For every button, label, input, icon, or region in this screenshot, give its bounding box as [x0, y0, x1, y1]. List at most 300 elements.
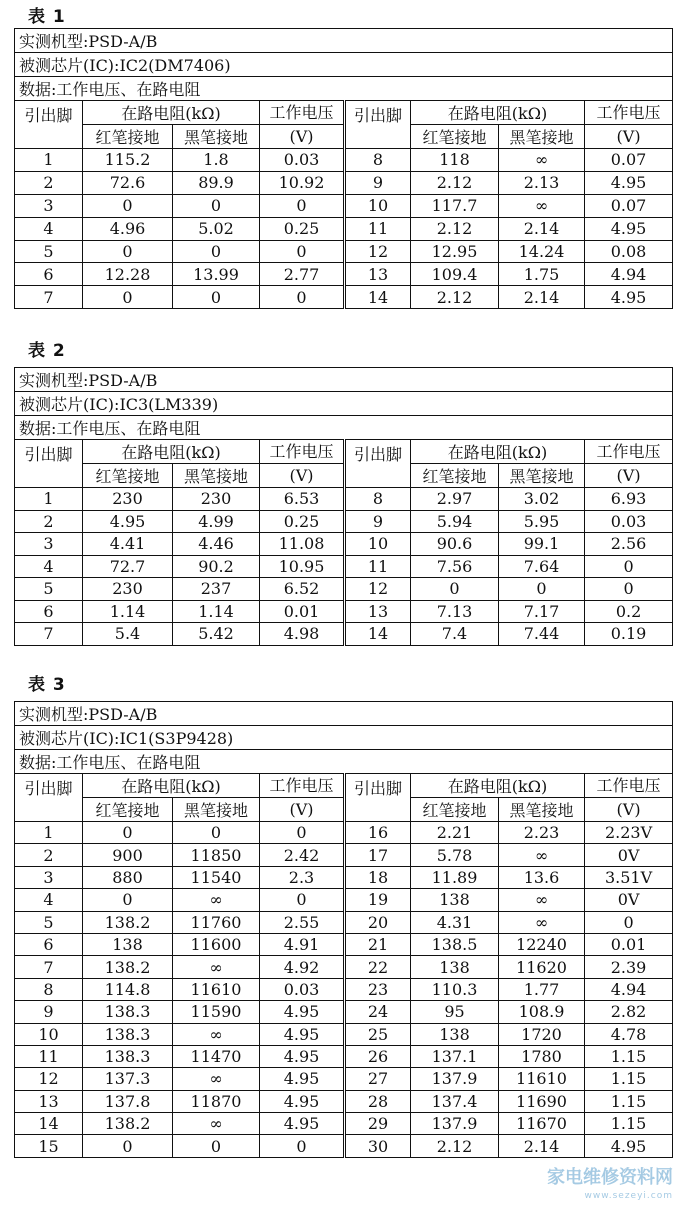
- red-ground-value: 4.95: [83, 510, 173, 533]
- chip-row: [15, 726, 673, 750]
- red-ground-value: 115.2: [83, 149, 173, 172]
- table-row: [15, 600, 673, 623]
- red-ground-value: 230: [83, 578, 173, 601]
- watermark-sub: www.sezeyi.com: [584, 1191, 673, 1201]
- red-ground-value: 4.96: [83, 217, 173, 240]
- pin-number: 5: [15, 240, 83, 263]
- black-ground-value: 1.8: [173, 149, 260, 172]
- pin-number: 6: [15, 263, 83, 286]
- voltage-value: 0.2: [585, 600, 673, 623]
- table-row: [15, 488, 673, 511]
- black-ground-value: 5.42: [173, 623, 260, 646]
- voltage-value: 2.77: [260, 263, 345, 286]
- model-row: [15, 702, 673, 726]
- table-row: [15, 956, 673, 978]
- red-ground-value: 138.5: [411, 933, 499, 955]
- table-row: [15, 978, 673, 1000]
- pin-number: 29: [345, 1113, 411, 1135]
- pin-number: 3: [15, 866, 83, 888]
- table-row: [15, 263, 673, 286]
- red-ground-value: 880: [83, 866, 173, 888]
- table-row: [15, 1023, 673, 1045]
- black-ground-value: 1.75: [499, 263, 585, 286]
- red-ground-value: 2.12: [411, 217, 499, 240]
- table-row: [15, 822, 673, 844]
- pin-number: 25: [345, 1023, 411, 1045]
- pin-number: 30: [345, 1135, 411, 1157]
- pin-number: 14: [15, 1113, 83, 1135]
- black-ground-value: ∞: [499, 149, 585, 172]
- voltage-value: 4.78: [585, 1023, 673, 1045]
- pin-number: 10: [345, 533, 411, 556]
- black-ground-value: 0: [173, 1135, 260, 1157]
- voltage-value: 0: [585, 911, 673, 933]
- voltage-value: 2.56: [585, 533, 673, 556]
- voltage-value: 4.95: [260, 1090, 345, 1112]
- pin-number: 2: [15, 171, 83, 194]
- voltage-value: 0.03: [260, 149, 345, 172]
- red-ground-value: 95: [411, 1001, 499, 1023]
- pin-number: 9: [345, 510, 411, 533]
- pin-number: 4: [15, 889, 83, 911]
- table-row: [15, 866, 673, 888]
- black-ground-value: 14.24: [499, 240, 585, 263]
- header-row: [15, 440, 673, 464]
- chip-row: [15, 392, 673, 416]
- table-row: [15, 1113, 673, 1135]
- black-ground-value: 90.2: [173, 555, 260, 578]
- table-row: [15, 555, 673, 578]
- chip-row-text: 被测芯片(IC):IC1(S3P9428): [15, 726, 673, 750]
- black-ground-value: 89.9: [173, 171, 260, 194]
- black-ground-value: 12240: [499, 933, 585, 955]
- black-ground-value: 11540: [173, 866, 260, 888]
- voltage-value: 0.07: [585, 149, 673, 172]
- red-ground-value: 110.3: [411, 978, 499, 1000]
- table-row: [15, 1135, 673, 1157]
- voltage-value: 3.51V: [585, 866, 673, 888]
- voltage-value: 2.3: [260, 866, 345, 888]
- table-row: [15, 217, 673, 240]
- header-pin: 引出脚: [345, 774, 411, 822]
- header-black-ground: 黑笔接地: [499, 464, 585, 488]
- voltage-value: 1.15: [585, 1045, 673, 1067]
- voltage-value: 4.95: [260, 1023, 345, 1045]
- black-ground-value: 0: [173, 286, 260, 309]
- voltage-value: 1.15: [585, 1113, 673, 1135]
- red-ground-value: 137.3: [83, 1068, 173, 1090]
- header-voltage: 工作电压: [260, 101, 345, 125]
- black-ground-value: 11620: [499, 956, 585, 978]
- header-volt-unit: (V): [585, 125, 673, 149]
- pin-number: 13: [15, 1090, 83, 1112]
- header-resistance: 在路电阻(kΩ): [411, 440, 585, 464]
- table-row: [15, 510, 673, 533]
- header-volt-unit: (V): [585, 464, 673, 488]
- pin-number: 2: [15, 510, 83, 533]
- red-ground-value: 0: [83, 822, 173, 844]
- black-ground-value: 0: [173, 822, 260, 844]
- header-black-ground: 黑笔接地: [173, 798, 260, 822]
- pin-number: 24: [345, 1001, 411, 1023]
- black-ground-value: 11610: [173, 978, 260, 1000]
- voltage-value: 0V: [585, 889, 673, 911]
- red-ground-value: 2.12: [411, 286, 499, 309]
- table-row: [15, 240, 673, 263]
- red-ground-value: 5.94: [411, 510, 499, 533]
- voltage-value: 2.82: [585, 1001, 673, 1023]
- red-ground-value: 5.78: [411, 844, 499, 866]
- red-ground-value: 138: [411, 1023, 499, 1045]
- chip-row-text: 被测芯片(IC):IC3(LM339): [15, 392, 673, 416]
- header-pin: 引出脚: [15, 440, 83, 488]
- voltage-value: 1.15: [585, 1090, 673, 1112]
- voltage-value: 4.95: [260, 1045, 345, 1067]
- red-ground-value: 7.4: [411, 623, 499, 646]
- pin-number: 19: [345, 889, 411, 911]
- table-row: [15, 623, 673, 646]
- pin-number: 7: [15, 956, 83, 978]
- red-ground-value: 4.41: [83, 533, 173, 556]
- black-ground-value: 7.44: [499, 623, 585, 646]
- red-ground-value: 0: [83, 286, 173, 309]
- pin-number: 22: [345, 956, 411, 978]
- pin-data-table: [14, 28, 673, 309]
- voltage-value: 0.03: [260, 978, 345, 1000]
- pin-number: 8: [15, 978, 83, 1000]
- header-voltage: 工作电压: [585, 774, 673, 798]
- header-voltage: 工作电压: [260, 440, 345, 464]
- black-ground-value: 1.14: [173, 600, 260, 623]
- red-ground-value: 138: [411, 956, 499, 978]
- black-ground-value: 11670: [499, 1113, 585, 1135]
- header-red-ground: 红笔接地: [411, 464, 499, 488]
- table-row: [15, 1090, 673, 1112]
- black-ground-value: 4.99: [173, 510, 260, 533]
- black-ground-value: 5.95: [499, 510, 585, 533]
- table-row: [15, 1045, 673, 1067]
- pin-number: 7: [15, 623, 83, 646]
- black-ground-value: 1720: [499, 1023, 585, 1045]
- black-ground-value: 11850: [173, 844, 260, 866]
- watermark-main: 家电维修资料网: [547, 1167, 673, 1188]
- pin-number: 1: [15, 822, 83, 844]
- pin-number: 12: [15, 1068, 83, 1090]
- header-pin: 引出脚: [345, 101, 411, 149]
- voltage-value: 10.92: [260, 171, 345, 194]
- black-ground-value: 0: [173, 194, 260, 217]
- red-ground-value: 138.2: [83, 1113, 173, 1135]
- header-row: [15, 774, 673, 798]
- pin-number: 11: [15, 1045, 83, 1067]
- black-ground-value: ∞: [173, 1068, 260, 1090]
- header-resistance: 在路电阻(kΩ): [411, 101, 585, 125]
- voltage-value: 0: [260, 240, 345, 263]
- voltage-value: 2.55: [260, 911, 345, 933]
- red-ground-value: 138.2: [83, 911, 173, 933]
- voltage-value: 0: [260, 194, 345, 217]
- black-ground-value: ∞: [173, 1113, 260, 1135]
- black-ground-value: 108.9: [499, 1001, 585, 1023]
- pin-number: 4: [15, 217, 83, 240]
- pin-number: 3: [15, 194, 83, 217]
- pin-number: 8: [345, 149, 411, 172]
- voltage-value: 0.08: [585, 240, 673, 263]
- black-ground-value: 1780: [499, 1045, 585, 1067]
- black-ground-value: ∞: [499, 889, 585, 911]
- table-row: [15, 533, 673, 556]
- header-pin: 引出脚: [345, 440, 411, 488]
- black-ground-value: ∞: [499, 844, 585, 866]
- red-ground-value: 12.28: [83, 263, 173, 286]
- red-ground-value: 0: [83, 240, 173, 263]
- table-row: [15, 844, 673, 866]
- pin-number: 1: [15, 488, 83, 511]
- pin-number: 26: [345, 1045, 411, 1067]
- chip-row: [15, 53, 673, 77]
- red-ground-value: 7.13: [411, 600, 499, 623]
- red-ground-value: 118: [411, 149, 499, 172]
- pin-number: 15: [15, 1135, 83, 1157]
- table-row: [15, 194, 673, 217]
- red-ground-value: 11.89: [411, 866, 499, 888]
- pin-number: 5: [15, 578, 83, 601]
- voltage-value: 10.95: [260, 555, 345, 578]
- pin-number: 7: [15, 286, 83, 309]
- red-ground-value: 137.9: [411, 1068, 499, 1090]
- pin-number: 28: [345, 1090, 411, 1112]
- black-ground-value: 0: [499, 578, 585, 601]
- red-ground-value: 138.3: [83, 1023, 173, 1045]
- voltage-value: 0.25: [260, 217, 345, 240]
- voltage-value: 0.01: [260, 600, 345, 623]
- black-ground-value: ∞: [173, 956, 260, 978]
- voltage-value: 2.39: [585, 956, 673, 978]
- pin-number: 8: [345, 488, 411, 511]
- black-ground-value: ∞: [173, 1023, 260, 1045]
- table-row: [15, 171, 673, 194]
- pin-number: 20: [345, 911, 411, 933]
- model-row-text: 实测机型:PSD-A/B: [15, 702, 673, 726]
- black-ground-value: 2.13: [499, 171, 585, 194]
- red-ground-value: 2.97: [411, 488, 499, 511]
- model-row: [15, 368, 673, 392]
- header-black-ground: 黑笔接地: [173, 125, 260, 149]
- red-ground-value: 2.12: [411, 1135, 499, 1157]
- pin-number: 11: [345, 555, 411, 578]
- header-black-ground: 黑笔接地: [499, 798, 585, 822]
- header-pin: 引出脚: [15, 774, 83, 822]
- pin-number: 21: [345, 933, 411, 955]
- header-red-ground: 红笔接地: [411, 125, 499, 149]
- black-ground-value: 11590: [173, 1001, 260, 1023]
- pin-number: 10: [15, 1023, 83, 1045]
- subheader-row: [15, 464, 673, 488]
- voltage-value: 4.95: [585, 171, 673, 194]
- header-resistance: 在路电阻(kΩ): [83, 774, 260, 798]
- red-ground-value: 5.4: [83, 623, 173, 646]
- red-ground-value: 0: [83, 194, 173, 217]
- datatype-row: [15, 750, 673, 774]
- red-ground-value: 138: [83, 933, 173, 955]
- voltage-value: 6.53: [260, 488, 345, 511]
- datatype-row: [15, 416, 673, 440]
- pin-data-table: [14, 701, 673, 1158]
- red-ground-value: 138.2: [83, 956, 173, 978]
- black-ground-value: ∞: [499, 911, 585, 933]
- black-ground-value: 11760: [173, 911, 260, 933]
- voltage-value: 4.95: [585, 1135, 673, 1157]
- voltage-value: 4.95: [260, 1001, 345, 1023]
- table-row: [15, 933, 673, 955]
- table-row: [15, 1001, 673, 1023]
- red-ground-value: 72.6: [83, 171, 173, 194]
- red-ground-value: 12.95: [411, 240, 499, 263]
- table-row: [15, 889, 673, 911]
- voltage-value: 1.15: [585, 1068, 673, 1090]
- black-ground-value: 5.02: [173, 217, 260, 240]
- black-ground-value: 11610: [499, 1068, 585, 1090]
- header-voltage: 工作电压: [260, 774, 345, 798]
- voltage-value: 0: [260, 889, 345, 911]
- pin-data-table: [14, 367, 673, 646]
- black-ground-value: 230: [173, 488, 260, 511]
- table-row: [15, 149, 673, 172]
- subheader-row: [15, 125, 673, 149]
- black-ground-value: 4.46: [173, 533, 260, 556]
- table-row: [15, 911, 673, 933]
- header-black-ground: 黑笔接地: [499, 125, 585, 149]
- red-ground-value: 109.4: [411, 263, 499, 286]
- header-resistance: 在路电阻(kΩ): [83, 440, 260, 464]
- red-ground-value: 137.9: [411, 1113, 499, 1135]
- voltage-value: 0: [260, 286, 345, 309]
- black-ground-value: 7.17: [499, 600, 585, 623]
- voltage-value: 0: [260, 1135, 345, 1157]
- black-ground-value: ∞: [499, 194, 585, 217]
- black-ground-value: 11600: [173, 933, 260, 955]
- red-ground-value: 230: [83, 488, 173, 511]
- pin-number: 9: [15, 1001, 83, 1023]
- voltage-value: 4.98: [260, 623, 345, 646]
- voltage-value: 0.01: [585, 933, 673, 955]
- red-ground-value: 90.6: [411, 533, 499, 556]
- voltage-value: 0V: [585, 844, 673, 866]
- pin-number: 12: [345, 240, 411, 263]
- voltage-value: 4.95: [260, 1113, 345, 1135]
- black-ground-value: 11470: [173, 1045, 260, 1067]
- pin-number: 11: [345, 217, 411, 240]
- red-ground-value: 138.3: [83, 1001, 173, 1023]
- red-ground-value: 138.3: [83, 1045, 173, 1067]
- black-ground-value: 13.99: [173, 263, 260, 286]
- pin-number: 14: [345, 623, 411, 646]
- pin-number: 27: [345, 1068, 411, 1090]
- red-ground-value: 2.12: [411, 171, 499, 194]
- red-ground-value: 117.7: [411, 194, 499, 217]
- datatype-row-text: 数据:工作电压、在路电阻: [15, 416, 673, 440]
- header-volt-unit: (V): [260, 798, 345, 822]
- black-ground-value: 2.14: [499, 286, 585, 309]
- table-caption: 表 2: [28, 341, 66, 361]
- red-ground-value: 137.4: [411, 1090, 499, 1112]
- black-ground-value: 99.1: [499, 533, 585, 556]
- header-volt-unit: (V): [260, 125, 345, 149]
- red-ground-value: 1.14: [83, 600, 173, 623]
- voltage-value: 4.91: [260, 933, 345, 955]
- voltage-value: 2.42: [260, 844, 345, 866]
- watermark: [547, 1169, 673, 1205]
- chip-row-text: 被测芯片(IC):IC2(DM7406): [15, 53, 673, 77]
- red-ground-value: 138: [411, 889, 499, 911]
- voltage-value: 0.25: [260, 510, 345, 533]
- pin-number: 3: [15, 533, 83, 556]
- pin-number: 1: [15, 149, 83, 172]
- datatype-row-text: 数据:工作电压、在路电阻: [15, 77, 673, 101]
- header-black-ground: 黑笔接地: [173, 464, 260, 488]
- red-ground-value: 137.1: [411, 1045, 499, 1067]
- black-ground-value: 3.02: [499, 488, 585, 511]
- black-ground-value: 11870: [173, 1090, 260, 1112]
- header-red-ground: 红笔接地: [83, 464, 173, 488]
- header-pin: 引出脚: [15, 101, 83, 149]
- black-ground-value: 2.23: [499, 822, 585, 844]
- pin-number: 12: [345, 578, 411, 601]
- voltage-value: 4.94: [585, 978, 673, 1000]
- pin-number: 17: [345, 844, 411, 866]
- header-resistance: 在路电阻(kΩ): [411, 774, 585, 798]
- table-caption: 表 3: [28, 675, 66, 695]
- table-row: [15, 286, 673, 309]
- header-volt-unit: (V): [585, 798, 673, 822]
- voltage-value: 6.93: [585, 488, 673, 511]
- table-caption: 表 1: [28, 7, 66, 27]
- pin-number: 6: [15, 933, 83, 955]
- black-ground-value: 11690: [499, 1090, 585, 1112]
- header-volt-unit: (V): [260, 464, 345, 488]
- header-red-ground: 红笔接地: [411, 798, 499, 822]
- datatype-row-text: 数据:工作电压、在路电阻: [15, 750, 673, 774]
- voltage-value: 4.95: [585, 286, 673, 309]
- table-row: [15, 1068, 673, 1090]
- pin-number: 4: [15, 555, 83, 578]
- voltage-value: 4.95: [260, 1068, 345, 1090]
- black-ground-value: ∞: [173, 889, 260, 911]
- voltage-value: 0.19: [585, 623, 673, 646]
- voltage-value: 2.23V: [585, 822, 673, 844]
- header-resistance: 在路电阻(kΩ): [83, 101, 260, 125]
- datatype-row: [15, 77, 673, 101]
- header-voltage: 工作电压: [585, 440, 673, 464]
- red-ground-value: 72.7: [83, 555, 173, 578]
- pin-number: 14: [345, 286, 411, 309]
- black-ground-value: 13.6: [499, 866, 585, 888]
- black-ground-value: 0: [173, 240, 260, 263]
- black-ground-value: 7.64: [499, 555, 585, 578]
- header-row: [15, 101, 673, 125]
- pin-number: 23: [345, 978, 411, 1000]
- red-ground-value: 900: [83, 844, 173, 866]
- voltage-value: 0: [260, 822, 345, 844]
- black-ground-value: 2.14: [499, 217, 585, 240]
- pin-number: 6: [15, 600, 83, 623]
- voltage-value: 0.03: [585, 510, 673, 533]
- red-ground-value: 0: [411, 578, 499, 601]
- voltage-value: 4.94: [585, 263, 673, 286]
- model-row: [15, 29, 673, 53]
- pin-number: 13: [345, 263, 411, 286]
- header-voltage: 工作电压: [585, 101, 673, 125]
